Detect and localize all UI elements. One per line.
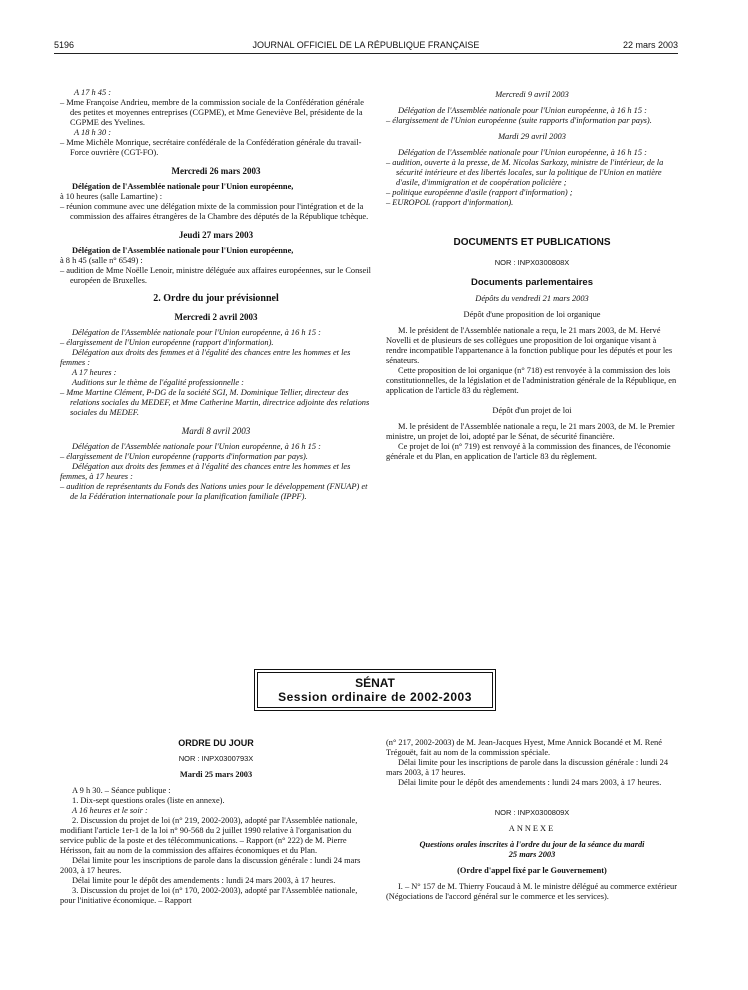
agenda-item: – politique européenne d'asile (rapport d'information) ; (386, 188, 573, 197)
annex-order-note: (Ordre d'appel fixé par le Gouvernement) (457, 866, 607, 875)
deposit-date: Dépôts du vendredi 21 mars 2003 (475, 294, 589, 303)
agenda-item: – Mme Martine Clément, P-DG de la société SGI, M. Dominique Tellier, directeur des relations sociales du MEDEF, et Mme Catherine Martin, directrice adjointe des relations sociales du MEDEF. (60, 388, 370, 417)
time-label: A 18 h 30 : (74, 128, 112, 137)
day-heading: Mardi 25 mars 2003 (179, 770, 253, 779)
deposit-type: Dépôt d'une proposition de loi organique (463, 310, 601, 319)
senat-title: SÉNAT (355, 676, 395, 690)
senat-session: Session ordinaire de 2002-2003 (278, 690, 472, 704)
agenda-item: – EUROPOL (rapport d'information). (386, 198, 514, 207)
header-rule (54, 53, 678, 54)
topic-label: Auditions sur le thème de l'égalité professionnelle : (72, 378, 244, 387)
day-heading: Mardi 8 avril 2003 (181, 426, 251, 436)
annex-subheading: Questions orales inscrites à l'ordre du jour de la séance du mardi 25 mars 2003 (419, 840, 645, 859)
time-label: A 17 heures : (72, 368, 117, 377)
paragraph: Cette proposition de loi organique (n° 718) est renvoyée à la commission des lois constitutionnelles, de la législation et de l'administration générale de la République, en application de l'article 83 du règlement. (386, 366, 677, 395)
column-right-top (386, 88, 678, 462)
committee-name: Délégation de l'Assemblée nationale pour l'Union européenne, à 16 h 15 : (72, 328, 321, 337)
committee-name: Délégation de l'Assemblée nationale pour l'Union européenne, à 16 h 15 : (398, 148, 647, 157)
deposit-type: Dépôt d'un projet de loi (492, 406, 572, 415)
committee-name: Délégation de l'Assemblée nationale pour l'Union européenne, à 16 h 15 : (72, 442, 321, 451)
nor-reference: NOR : INPX0300793X (178, 754, 254, 763)
senat-banner (257, 672, 493, 708)
agenda-item: – Mme Françoise Andrieu, membre de la commission sociale de la Confédération générale des petites et moyennes entreprises (CGPME), et Mme Geneviève Bel, présidente de la CGPME des Yvelines. (60, 98, 364, 127)
agenda-item: – Mme Michèle Monrique, secrétaire confédérale de la Confédération générale du travail-Force ouvrière (CGT-FO). (60, 138, 362, 157)
paragraph: Délai limite pour le dépôt des amendements : lundi 24 mars 2003, à 17 heures. (72, 876, 336, 885)
page-header (54, 40, 678, 54)
committee-name: Délégation de l'Assemblée nationale pour l'Union européenne, (72, 182, 294, 191)
paragraph: Délai limite pour les inscriptions de parole dans la discussion générale : lundi 24 mars 2003, à 17 heures. (386, 758, 669, 777)
page-number: 5196 (54, 40, 75, 50)
subsection-heading: Documents parlementaires (471, 277, 593, 288)
session-time: à 10 heures (salle Lamartine) : (60, 192, 163, 201)
column-left-top (60, 88, 372, 502)
day-heading: Mercredi 26 mars 2003 (171, 166, 261, 176)
agenda-item: – élargissement de l'Union européenne (rapports d'information par pays). (60, 452, 308, 461)
day-heading: Mercredi 9 avril 2003 (495, 90, 569, 99)
day-heading: Mardi 29 avril 2003 (498, 132, 566, 141)
paragraph: 3. Discussion du projet de loi (n° 170, 2002-2003), adopté par l'Assemblée nationale, pour l'initiative économique. – Rapport (60, 886, 358, 905)
paragraph: A 9 h 30. – Séance publique : (72, 786, 171, 795)
paragraph: M. le président de l'Assemblée nationale a reçu, le 21 mars 2003, de M. le Premier ministre, un projet de loi, adopté par le Sénat, de sécurité financière. (386, 422, 675, 441)
column-left-bottom (60, 738, 372, 906)
agenda-item: – réunion commune avec une délégation mixte de la commission pour l'intégration et de la commission des affaires étrangères de la Chambre des députés de la République tchèque. (60, 202, 369, 221)
column-right-bottom (386, 738, 678, 902)
committee-name: Délégation de l'Assemblée nationale pour l'Union européenne, (72, 246, 294, 255)
paragraph: I. – N° 157 de M. Thierry Foucaud à M. le ministre délégué au commerce extérieur (Négociations de l'accord général sur le commerce et les services). (386, 882, 678, 901)
journal-title: JOURNAL OFFICIEL DE LA RÉPUBLIQUE FRANÇAISE (252, 40, 480, 50)
paragraph: 2. Discussion du projet de loi (n° 219, 2002-2003), adopté par l'Assemblée nationale, modifiant l'article 1er-1 de la loi n° 90-568 du 2 juillet 1990 relative à l'organisation du service public de la poste et des télécommunications. – Rapport (n° 222) de M. Pierre Hérisson, fait au nom de la commission des affaires économiques et du Plan. (60, 816, 358, 855)
committee-name: Délégation aux droits des femmes et à l'égalité des chances entre les hommes et les femmes, à 17 heures : (60, 462, 351, 481)
agenda-item: – élargissement de l'Union européenne (suite rapports d'information par pays). (386, 116, 652, 125)
paragraph: (n° 217, 2002-2003) de M. Jean-Jacques Hyest, Mme Annick Bocandé et M. René Trégouët, fait au nom de la commission spéciale. (386, 738, 662, 757)
session-time: à 8 h 45 (salle n° 6549) : (60, 256, 143, 265)
paragraph: Délai limite pour les inscriptions de parole dans la discussion générale : lundi 24 mars 2003, à 17 heures. (60, 856, 361, 875)
day-heading: Jeudi 27 mars 2003 (178, 230, 254, 240)
paragraph: A 16 heures et le soir : (72, 806, 148, 815)
agenda-item: – audition de Mme Noëlle Lenoir, ministre déléguée aux affaires européennes, sur le Conseil européen de Bruxelles. (60, 266, 371, 285)
time-label: A 17 h 45 : (74, 88, 112, 97)
nor-reference: NOR : INPX0300808X (494, 258, 570, 267)
agenda-item: – élargissement de l'Union européenne (rapport d'information). (60, 338, 274, 347)
paragraph: Ce projet de loi (n° 719) est renvoyé à la commission des finances, de l'économie générale et du Plan, en application de l'article 83 du règlement. (386, 442, 671, 461)
paragraph: M. le président de l'Assemblée nationale a reçu, le 21 mars 2003, de M. Hervé Novelli et de plusieurs de ses collègues une proposition de loi organique visant à rendre incompatible l'appartenance à la fonction publique pour les députés et pour les sénateurs. (386, 326, 673, 365)
agenda-item: – audition, ouverte à la presse, de M. Nicolas Sarkozy, ministre de l'intérieur, de la sécurité intérieure et des libertés locales, sur la politique de l'Union en matière d'asile, d'immigration et de coopération policière ; (386, 158, 664, 187)
paragraph: 1. Dix-sept questions orales (liste en annexe). (72, 796, 225, 805)
section-heading: ORDRE DU JOUR (178, 738, 254, 748)
agenda-item: – audition de représentants du Fonds des Nations unies pour le développement (FNUAP) et de la Fédération internationale pour la planification familiale (IPPF). (60, 482, 368, 501)
section-heading: 2. Ordre du jour prévisionnel (153, 293, 279, 304)
issue-date: 22 mars 2003 (622, 40, 678, 50)
day-heading: Mercredi 2 avril 2003 (174, 312, 258, 322)
nor-reference: NOR : INPX0300809X (494, 808, 570, 817)
committee-name: Délégation de l'Assemblée nationale pour l'Union européenne, à 16 h 15 : (398, 106, 647, 115)
paragraph: Délai limite pour le dépôt des amendements : lundi 24 mars 2003, à 17 heures. (398, 778, 662, 787)
committee-name: Délégation aux droits des femmes et à l'égalité des chances entre les hommes et les femmes : (60, 348, 351, 367)
annex-heading: ANNEXE (508, 824, 556, 833)
section-heading: DOCUMENTS ET PUBLICATIONS (453, 237, 611, 248)
